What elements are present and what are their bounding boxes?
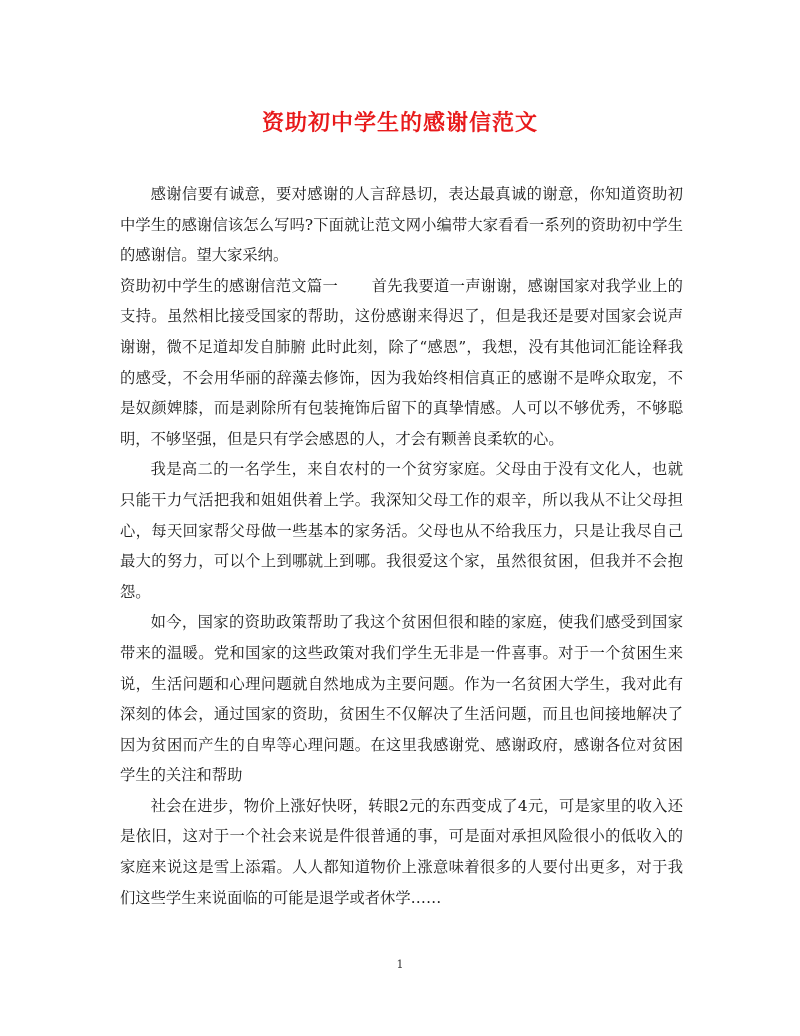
section-paragraph-1 <box>120 271 683 455</box>
body-paragraph-4: 社会在进步，物价上涨好快呀，转眼2元的东西变成了4元，可是家里的收入还是依旧，这对于一个社会来说是件很普通的事，可是面对承担风险很小的低收入的家庭来说这是雪上添霜。人人都知道物价上涨意味着很多的人要付出更多，对于我们这些学生来说面临的可能是退学或者休学…… <box>120 796 683 907</box>
body-paragraph-2: 我是高二的一名学生，来自农村的一个贫穷家庭。父母由于没有文化人，也就只能干力气活把我和姐姐供着上学。我深知父母工作的艰辛，所以我从不让父母担心，每天回家帮父母做一些基本的家务活。父母也从不给我压力，只是让我尽自己最大的努力，可以个上到哪就上到哪。我很爱这个家，虽然很贫困，但我并不会抱怨。 <box>120 460 683 601</box>
intro-paragraph: 感谢信要有诚意，要对感谢的人言辞恳切，表达最真诚的谢意，你知道资助初中学生的感谢信该怎么写吗?下面就让范文网小编带大家看看一系列的资助初中学生的感谢信。望大家采纳。 <box>120 185 683 265</box>
section-first-paragraph-text: 首先我要道一声谢谢，感谢国家对我学业上的支持。虽然相比接受国家的帮助，这份感谢来得迟了，但是我还是要对国家会说声谢谢，微不足道却发自肺腑 此时此刻，除了“感恩”，我想，没有其他词汇能诠释我的感受，不会用华丽的辞藻去修饰，因为我始终相信真正的感谢不是哗众取宠，不是奴颜婢膝，而是剥除所有包装掩饰后留下的真挚情感。人可以不够优秀，不够聪明，不够坚强，但是只有学会感恩的人，才会有颗善良柔软的心。 <box>120 276 683 448</box>
document-body <box>120 179 683 913</box>
document-title: 资助初中学生的感谢信范文 <box>261 110 538 136</box>
section-heading: 资助初中学生的感谢信范文篇一 <box>120 276 339 295</box>
body-paragraph-3: 如今，国家的资助政策帮助了我这个贫困但很和睦的家庭，使我们感受到国家带来的温暖。党和国家的这些政策对我们学生无非是一件喜事。对于一个贫困生来说，生活问题和心理问题就自然地成为主要问题。作为一名贫困大学生，我对此有深刻的体会，通过国家的资助，贫困生不仅解决了生活问题，而且也间接地解决了因为贫困而产生的自卑等心理问题。在这里我感谢党、感谢政府，感谢各位对贫困学生的关注和帮助 <box>120 613 683 785</box>
page-number: 1 <box>396 958 404 971</box>
